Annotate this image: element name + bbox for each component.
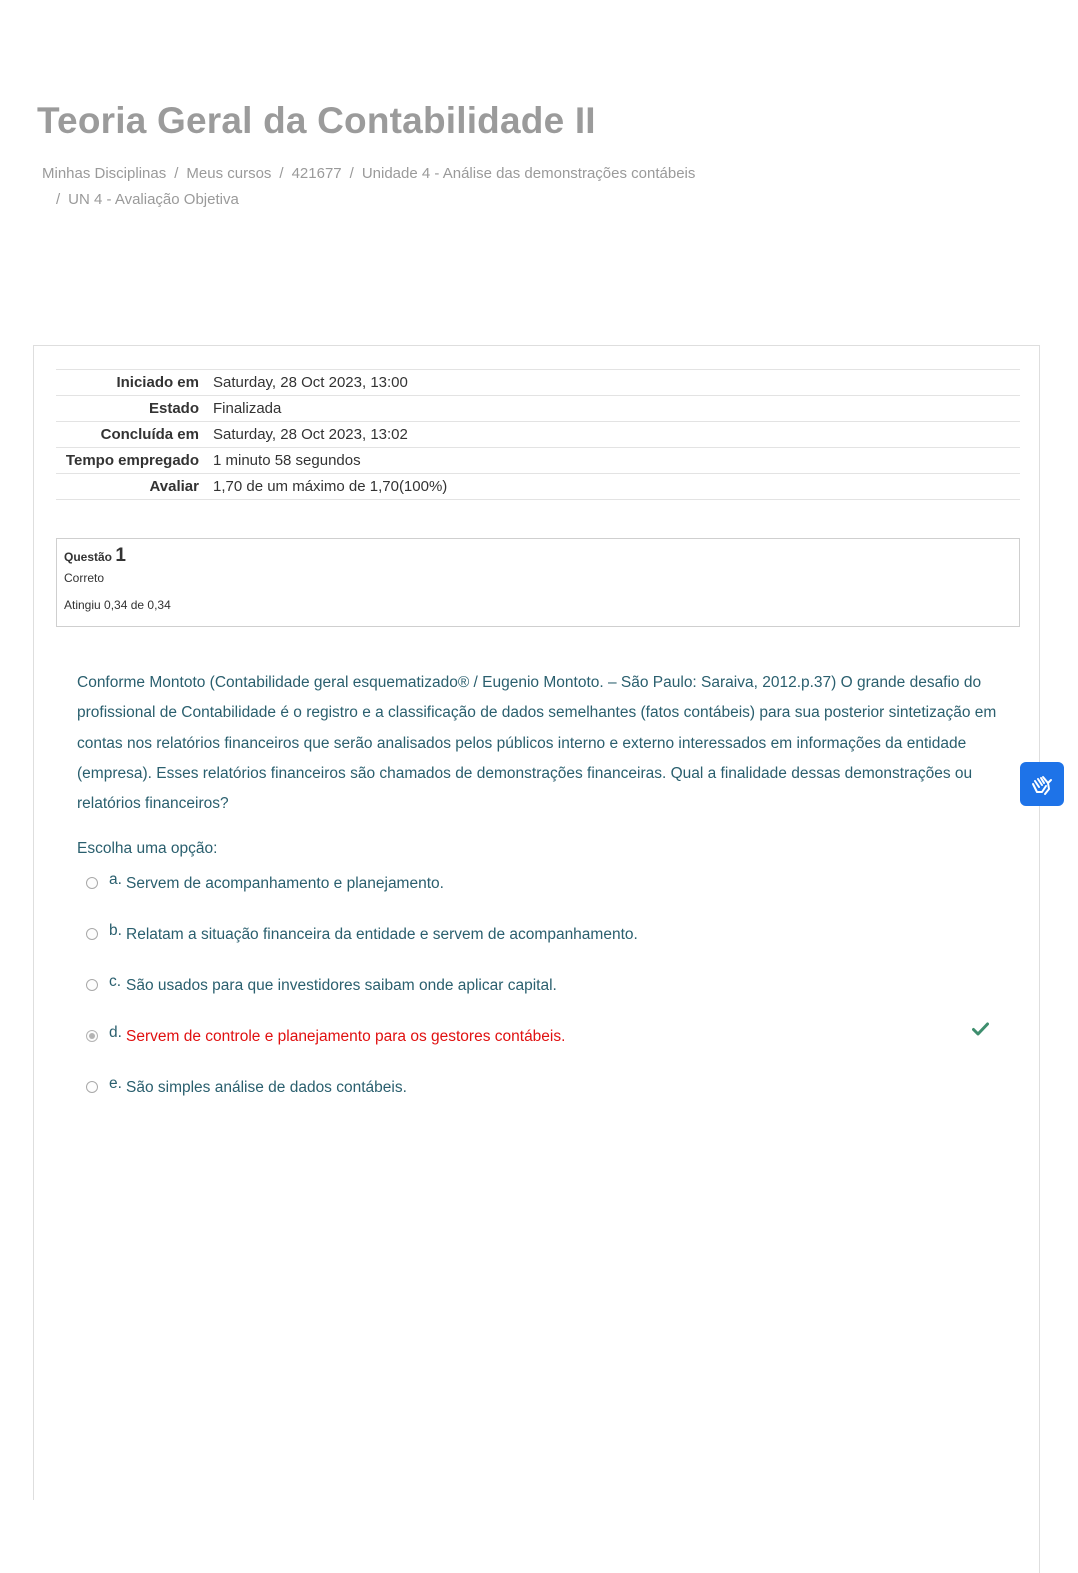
summary-row xyxy=(56,422,1020,448)
answer-text: Servem de controle e planejamento para os gestores contábeis. xyxy=(126,1028,566,1045)
answer-option-b[interactable] xyxy=(86,922,986,955)
summary-label: Tempo empregado xyxy=(65,452,199,469)
summary-label: Iniciado em xyxy=(116,374,199,391)
breadcrumb-separator: / xyxy=(174,165,179,182)
frame-gap xyxy=(20,1500,34,1573)
answer-prompt: Escolha uma opção: xyxy=(77,840,218,857)
summary-label: Estado xyxy=(148,400,199,417)
question-number xyxy=(64,545,1012,568)
summary-value: Finalizada xyxy=(213,400,282,417)
answer-text: São usados para que investidores saibam onde aplicar capital. xyxy=(126,977,557,994)
summary-row xyxy=(56,396,1020,422)
answer-option-c[interactable] xyxy=(86,973,986,1006)
attempt-summary-table xyxy=(56,369,1020,500)
answer-letter: e. xyxy=(109,1075,122,1092)
answer-letter: c. xyxy=(109,973,122,990)
answer-letter: b. xyxy=(109,922,122,939)
radio-button[interactable] xyxy=(86,1081,98,1093)
summary-row xyxy=(56,370,1020,396)
answer-text: São simples análise de dados contábeis. xyxy=(126,1079,407,1096)
answer-text: Servem de acompanhamento e planejamento. xyxy=(126,875,444,892)
check-icon xyxy=(972,1022,989,1036)
breadcrumb-item-course-id[interactable]: 421677 xyxy=(291,165,342,182)
summary-value: Saturday, 28 Oct 2023, 13:02 xyxy=(213,426,408,443)
summary-value: 1 minuto 58 segundos xyxy=(213,452,361,469)
radio-button[interactable] xyxy=(86,979,98,991)
hand-sign-language-icon xyxy=(1028,770,1056,798)
summary-label: Concluída em xyxy=(100,426,199,443)
summary-value: Saturday, 28 Oct 2023, 13:00 xyxy=(213,374,408,391)
question-state: Correto xyxy=(64,571,105,585)
page-title: Teoria Geral da Contabilidade II xyxy=(37,100,596,141)
answer-letter: a. xyxy=(109,871,122,888)
question-grade: Atingiu 0,34 de 0,34 xyxy=(64,598,171,612)
radio-button[interactable] xyxy=(86,928,98,940)
breadcrumb-item-meus-cursos[interactable]: Meus cursos xyxy=(186,165,272,182)
breadcrumb-separator: / xyxy=(279,165,284,182)
vlibras-accessibility-button[interactable] xyxy=(1020,762,1064,806)
summary-label: Avaliar xyxy=(149,478,199,495)
answer-option-a[interactable] xyxy=(86,871,986,904)
summary-value: 1,70 de um máximo de 1,70(100%) xyxy=(213,478,448,495)
answer-text: Relatam a situação financeira da entidade e servem de acompanhamento. xyxy=(126,926,638,943)
answer-option-e[interactable] xyxy=(86,1075,986,1108)
content-frame xyxy=(33,345,1040,1573)
summary-row xyxy=(56,474,1020,500)
radio-button[interactable] xyxy=(86,877,98,889)
answer-option-d[interactable] xyxy=(86,1024,986,1057)
question-text: Conforme Montoto (Contabilidade geral esquematizado® / Eugenio Montoto. – São Paulo: Saraiva, 2012.p.37) O grande desafio do profissional de Contabilidade é o registro e a classificação de dados semelhantes (fatos contábeis) para sua posterior sintetização em contas nos relatórios financeiros que serão analisados pelos públicos interno e externo interessados em informações da entidade (empresa). Esses relatórios financeiros são chamados de demonstrações financeiras. Qual a finalidade dessas demonstrações ou relatórios financeiros? xyxy=(77,674,997,813)
question-info-box xyxy=(56,538,1020,627)
breadcrumb-item-disciplinas[interactable]: Minhas Disciplinas xyxy=(42,165,167,182)
breadcrumb-item-unidade[interactable]: Unidade 4 - Análise das demonstrações contábeis xyxy=(361,165,696,182)
breadcrumb-item-avaliacao[interactable]: UN 4 - Avaliação Objetiva xyxy=(68,191,239,208)
breadcrumb xyxy=(42,161,842,213)
breadcrumb-separator: / xyxy=(349,165,354,182)
radio-button-selected[interactable] xyxy=(86,1030,98,1042)
question-number-value: 1 xyxy=(115,545,126,566)
answer-letter: d. xyxy=(109,1024,122,1041)
summary-row xyxy=(56,448,1020,474)
breadcrumb-separator: / xyxy=(56,191,61,208)
question-label: Questão xyxy=(64,550,113,564)
